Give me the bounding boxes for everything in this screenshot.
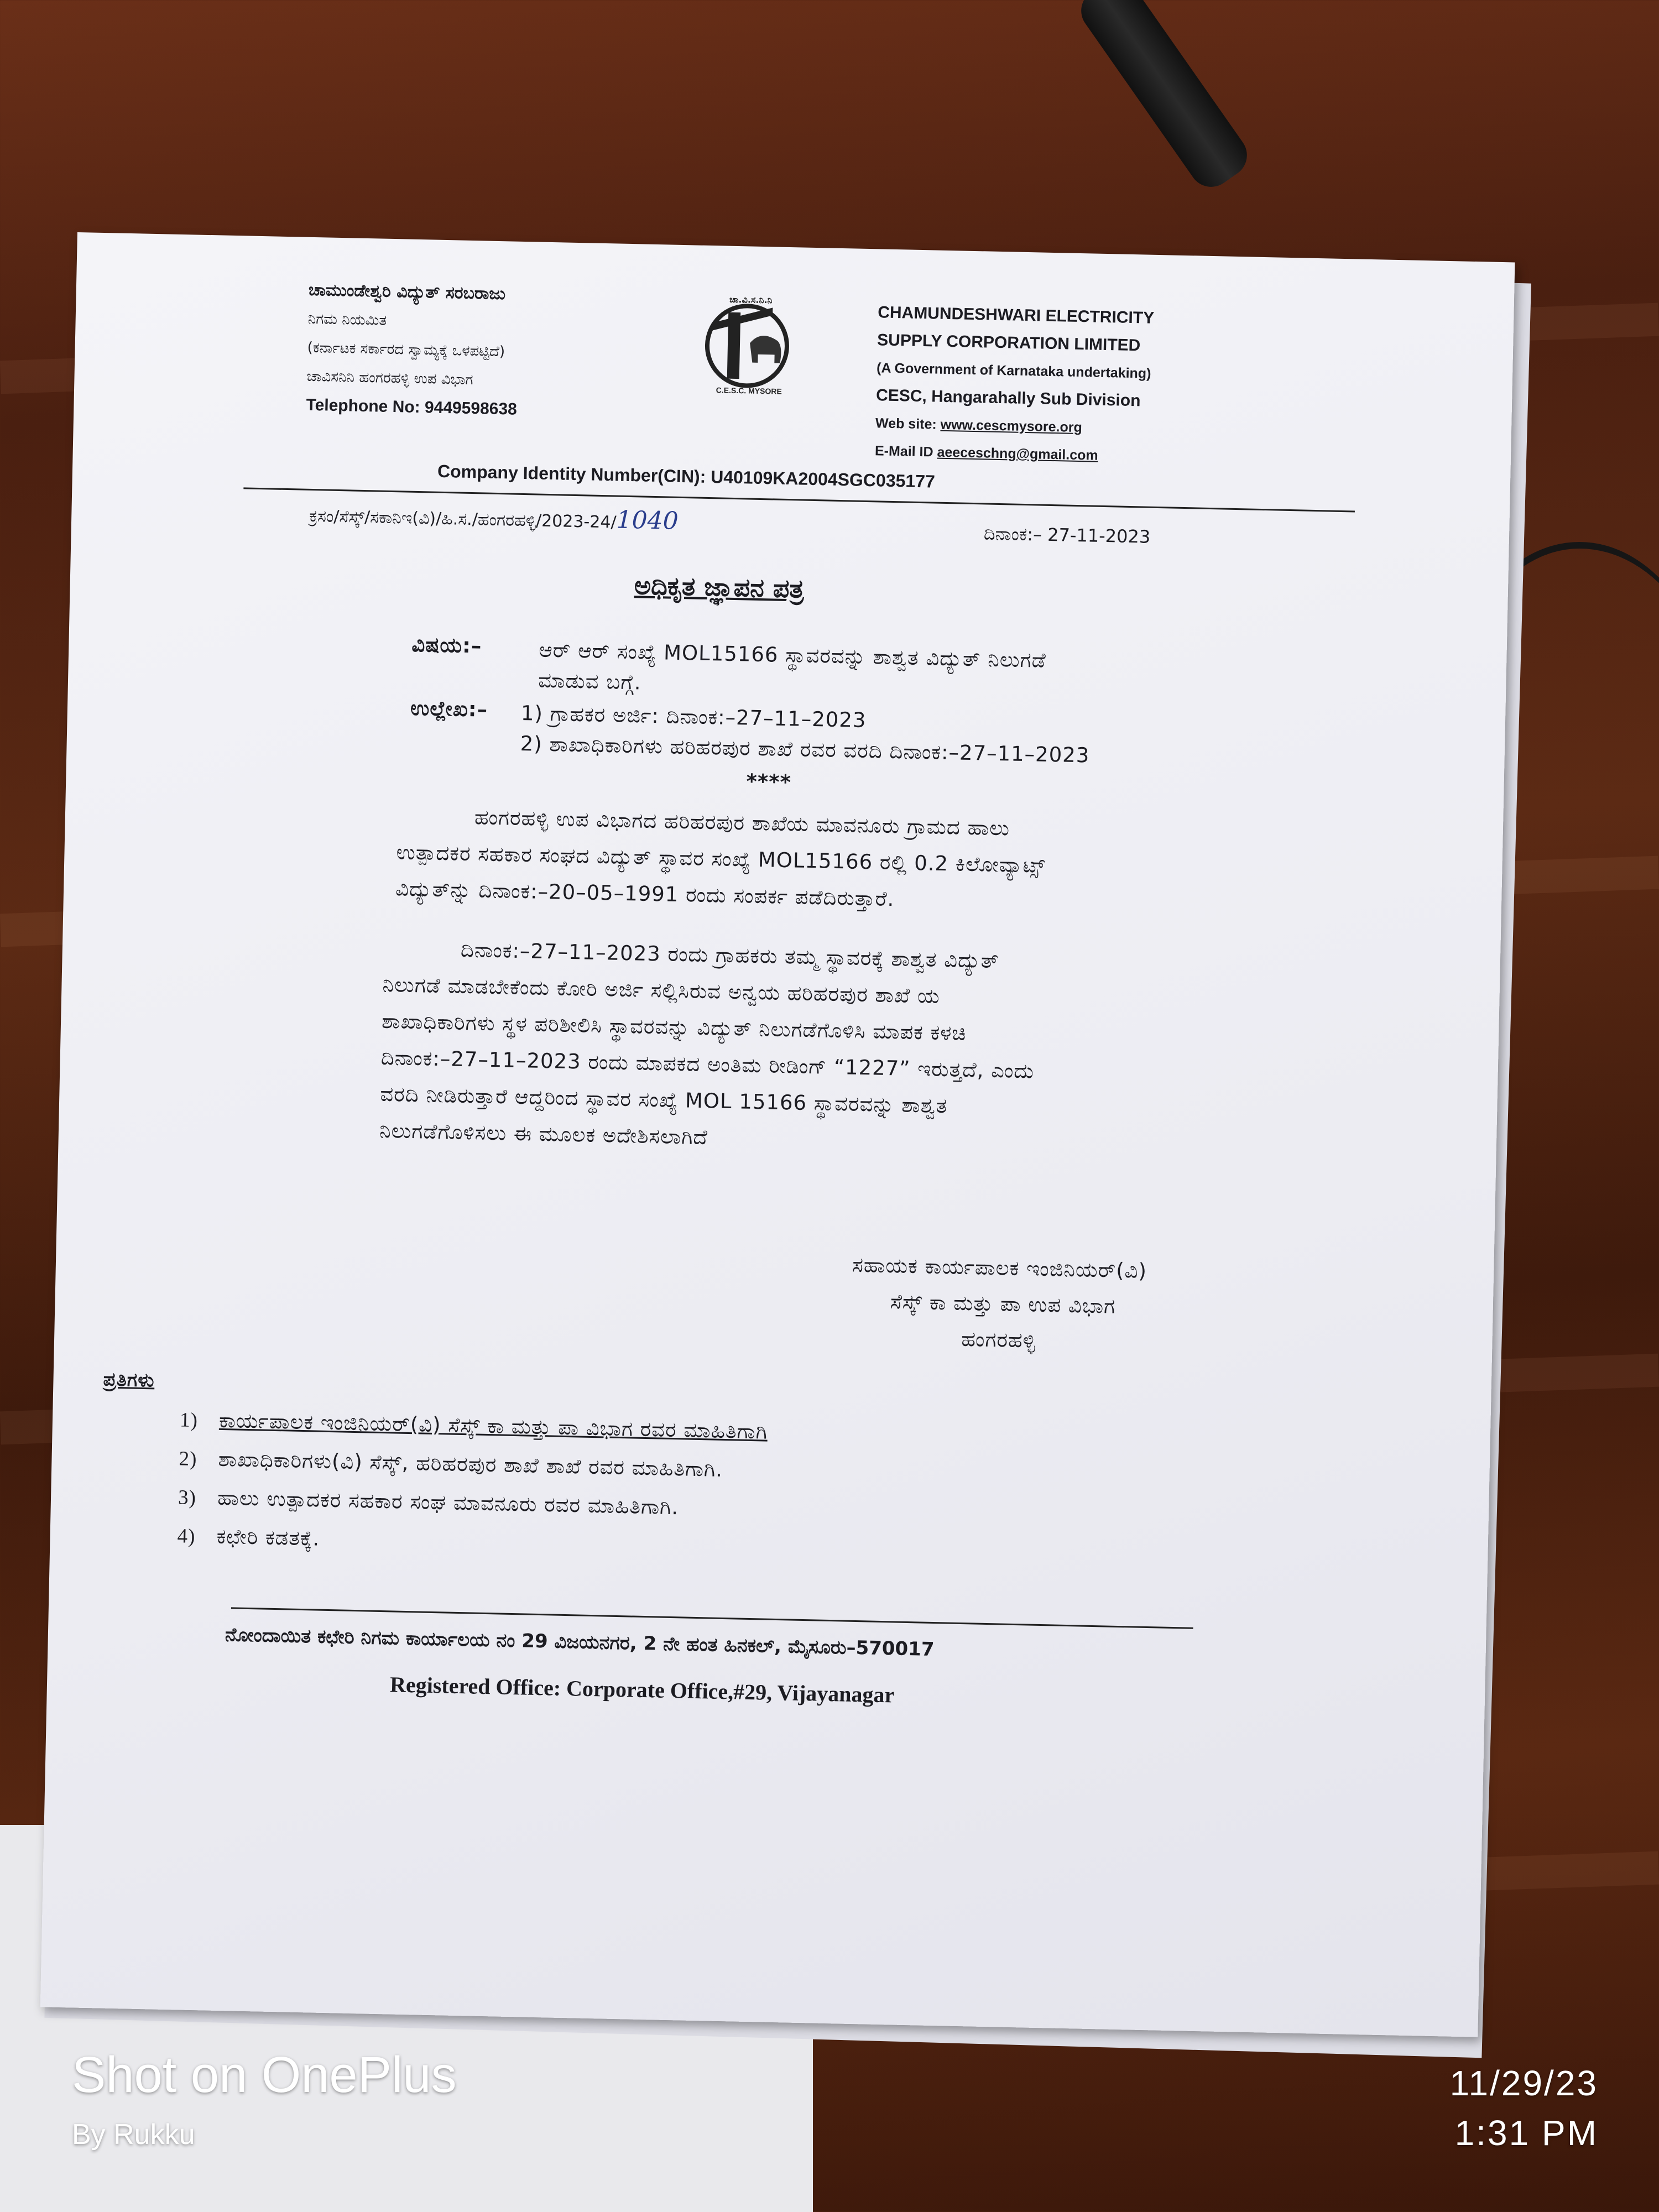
- letterhead-english-line: (A Government of Karnataka undertaking): [876, 360, 1151, 382]
- copy-text: ಕಾರ್ಯಪಾಲಕ ಇಂಜಿನಿಯರ್(ವಿ) ಸೆಸ್ಕ್ ಕಾ ಮತ್ತು ಪಾ ವಿಭಾಗ ರವರ ಮಾಹಿತಿಗಾಗಿ: [218, 1408, 768, 1444]
- footer-divider: [231, 1607, 1193, 1629]
- email-line: [875, 437, 1152, 470]
- reference-number: ಕ್ರಸಂ/ಸೆಸ್ಕ್/ಸಕಾನಿಇ(ವಿ)/ಹಿ.ಸ./ಹಂಗರಹಳ್ಳಿ/2023-24/: [309, 506, 617, 533]
- letterhead-english: [875, 299, 1155, 470]
- reference-number-line: [309, 497, 679, 541]
- copy-number: 2): [179, 1447, 197, 1471]
- cesc-logo-icon: [688, 289, 812, 397]
- copy-text: ಹಾಲು ಉತ್ಪಾದಕರ ಸಹಕಾರ ಸಂಘ ಮಾವನೂರು ರವರ ಮಾಹಿತಿಗಾಗಿ.: [217, 1485, 679, 1520]
- camera-author-watermark: By Rukku: [72, 2119, 195, 2151]
- company-cin: Company Identity Number(CIN): U40109KA2004SGC035177: [437, 461, 936, 492]
- paragraph-line: ಶಾಖಾಧಿಕಾರಿಗಳು ಸ್ಥಳ ಪರಿಶೀಲಿಸಿ ಸ್ಥಾವರವನ್ನು ವಿದ್ಯುತ್ ನಿಲುಗಡೆಗೊಳಿಸಿ ಮಾಪಕ ಕಳಚಿ: [381, 1009, 967, 1045]
- letter-page: [40, 232, 1515, 2037]
- photo-time-stamp: 1:31 PM: [1454, 2113, 1598, 2153]
- separator-stars: ****: [746, 769, 792, 795]
- website-label: Web site:: [875, 415, 941, 432]
- letterhead-english-line: CHAMUNDESHWARI ELECTRICITY: [877, 303, 1155, 327]
- letterhead-kannada-line: ಚಾವಿಸನಿನಿ ಹಂಗರಹಳ್ಳಿ ಉಪ ವಿಭಾಗ: [306, 368, 473, 389]
- copy-text: ಕಛೇರಿ ಕಡತಕ್ಕೆ.: [216, 1524, 320, 1551]
- footer-kannada: ನೋಂದಾಯಿತ ಕಛೇರಿ ನಿಗಮ ಕಾರ್ಯಾಲಯ ನಂ 29 ವಿಜಯನಗರ, 2 ನೇ ಹಂತ ಹಿನಕಲ್, ಮೈಸೂರು–570017: [225, 1624, 935, 1661]
- signature-line: ಹಂಗರಹಳ್ಳಿ: [961, 1327, 1036, 1353]
- pen-object: [1072, 0, 1255, 196]
- letter-date: ದಿನಾಂಕ:– 27-11-2023: [983, 523, 1151, 547]
- photo-date-stamp: 11/29/23: [1449, 2063, 1598, 2103]
- letterhead-kannada-line: ನಿಗಮ ನಿಯಮಿತ: [307, 310, 387, 329]
- reference-item: 2) ಶಾಖಾಧಿಕಾರಿಗಳು ಹರಿಹರಪುರ ಶಾಖೆ ರವರ ವರದಿ ದಿನಾಂಕ:–27–11–2023: [520, 731, 1090, 768]
- paragraph-line: ವಿದ್ಯುತ್‌ನ್ನು ದಿನಾಂಕ:–20–05–1991 ರಂದು ಸಂಪರ್ಕ ಪಡೆದಿರುತ್ತಾರೆ.: [395, 877, 895, 911]
- reference-item: 1) ಗ್ರಾಹಕರ ಅರ್ಜಿ: ದಿನಾಂಕ:–27–11–2023: [520, 701, 867, 733]
- letterhead-kannada-line: (ಕರ್ನಾಟಕ ಸರ್ಕಾರದ ಸ್ವಾಮ್ಯಕ್ಕೆ ಒಳಪಟ್ಟಿದೆ): [307, 339, 505, 361]
- subject-label: ವಿಷಯ:–: [411, 632, 482, 658]
- paragraph-line: ದಿನಾಂಕ:–27–11–2023 ರಂದು ಮಾಪಕದ ಅಂತಿಮ ರೀಡಿಂಗ್ “1227” ಇರುತ್ತದೆ, ಎಂದು: [380, 1045, 1035, 1083]
- letterhead-english-line: CESC, Hangarahally Sub Division: [875, 386, 1141, 410]
- telephone: Telephone No: 9449598638: [306, 395, 518, 419]
- paragraph-line: ದಿನಾಂಕ:–27–11–2023 ರಂದು ಗ್ರಾಹಕರು ತಮ್ಮ ಸ್ಥಾವರಕ್ಕೆ ಶಾಶ್ವತ ವಿದ್ಯುತ್: [460, 937, 999, 973]
- references-label: ಉಲ್ಲೇಖ:–: [410, 696, 488, 722]
- logo-text-bottom: C.E.S.C. MYSORE: [716, 385, 782, 396]
- subject-line: ಮಾಡುವ ಬಗ್ಗೆ.: [538, 668, 642, 695]
- signature-line: ಸಹಾಯಕ ಕಾರ್ಯಪಾಲಕ ಇಂಜಿನಿಯರ್(ವಿ): [852, 1253, 1147, 1283]
- copy-number: 1): [179, 1408, 199, 1432]
- paragraph-line: ವರದಿ ನೀಡಿರುತ್ತಾರೆ ಆದ್ದರಿಂದ ಸ್ಥಾವರ ಸಂಖ್ಯೆ MOL 15166 ಸ್ಥಾವರವನ್ನು ಶಾಶ್ವತ: [380, 1082, 948, 1118]
- signature-line: ಸೆಸ್ಕ್ ಕಾ ಮತ್ತು ಪಾ ಉಪ ವಿಭಾಗ: [890, 1290, 1116, 1318]
- copy-text: ಶಾಖಾಧಿಕಾರಿಗಳು(ವಿ) ಸೆಸ್ಕ್, ಹರಿಹರಪುರ ಶಾಖೆ ಶಾಖೆ ರವರ ಮಾಹಿತಿಗಾಗಿ.: [218, 1447, 723, 1481]
- email-link[interactable]: aeeceschng@gmail.com: [937, 444, 1098, 463]
- copy-item: [177, 1517, 320, 1557]
- email-label: E-Mail ID: [874, 443, 937, 460]
- footer-english: Registered Office: Corporate Office,#29, Vijayanagar: [389, 1672, 895, 1708]
- paragraph-line: ನಿಲುಗಡೆಗೊಳಿಸಲು ಈ ಮೂಲಕ ಅದೇಶಿಸಲಾಗಿದೆ: [379, 1118, 708, 1150]
- letterhead-kannada: [306, 276, 520, 424]
- handwritten-reference: 1040: [616, 505, 679, 535]
- copy-number: 4): [177, 1525, 196, 1548]
- paragraph-line: ಉತ್ಪಾದಕರ ಸಹಕಾರ ಸಂಘದ ವಿದ್ಯುತ್ ಸ್ಥಾವರ ಸಂಖ್ಯೆ MOL15166 ರಲ್ಲಿ 0.2 ಕಿಲೋವ್ಯಾಟ್ಸ್: [396, 840, 1046, 878]
- copies-label: ಪ್ರತಿಗಳು: [103, 1368, 155, 1392]
- letterhead-kannada-line: ಚಾಮುಂಡೇಶ್ವರಿ ವಿದ್ಯುತ್ ಸರಬರಾಜು: [308, 280, 506, 304]
- letterhead-english-line: SUPPLY CORPORATION LIMITED: [877, 331, 1141, 355]
- paragraph-line: ಹಂಗರಹಳ್ಳಿ ಉಪ ವಿಭಾಗದ ಹರಿಹರಪುರ ಶಾಖೆಯ ಮಾವನೂರು ಗ್ರಾಮದ ಹಾಲು: [474, 805, 1010, 841]
- subject-line: ಆರ್ ಆರ್ ಸಂಖ್ಯೆ MOL15166 ಸ್ಥಾವರವನ್ನು ಶಾಶ್ವತ ವಿದ್ಯುತ್ ನಿಲುಗಡೆ: [538, 638, 1047, 672]
- copy-number: 3): [178, 1486, 197, 1509]
- logo-text-top: ಚಾ.ವಿ.ಸ.ನಿ.ನಿ: [729, 294, 773, 306]
- website-link[interactable]: www.cescmysore.org: [940, 416, 1083, 436]
- paragraph-line: ನಿಲುಗಡೆ ಮಾಡಬೇಕೆಂದು ಕೋರಿ ಅರ್ಜಿ ಸಲ್ಲಿಸಿರುವ ಅನ್ವಯ ಹರಿಹರಪುರ ಶಾಖೆ ಯ: [382, 972, 941, 1008]
- letter-title: ಅಧಿಕೃತ ಜ್ಞಾಪನ ಪತ್ರ: [634, 570, 805, 604]
- camera-brand-watermark: Shot on OnePlus: [72, 2047, 457, 2103]
